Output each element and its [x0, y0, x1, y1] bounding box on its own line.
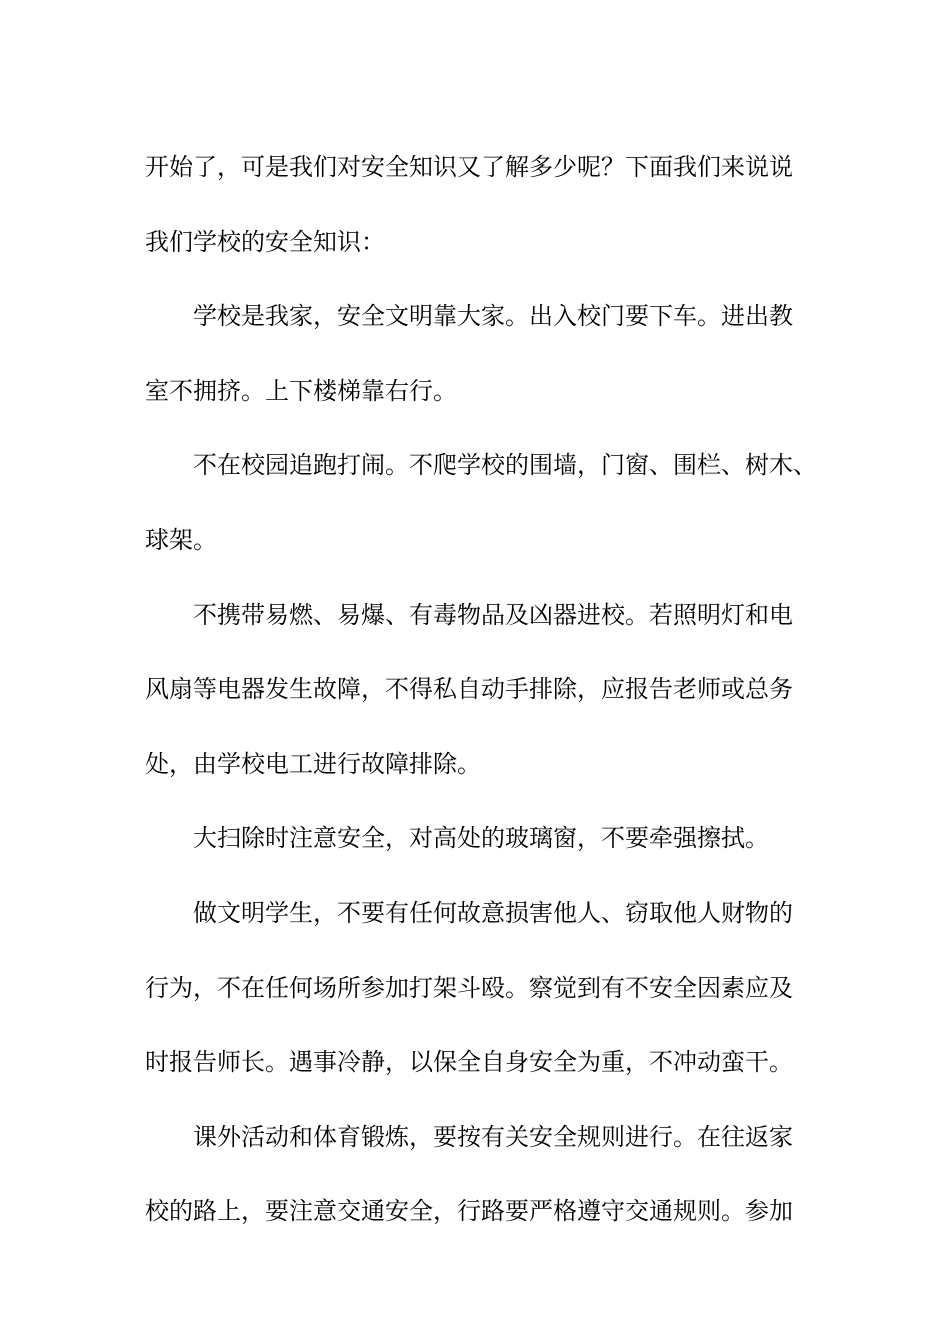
text-line: 行为，不在任何场所参加打架斗殴。察觉到有不安全因素应及 [145, 973, 793, 1002]
text-line: 大扫除时注意安全，对高处的玻璃窗，不要牵强擦拭。 [193, 824, 769, 853]
text-line: 不携带易燃、易爆、有毒物品及凶器进校。若照明灯和电 [193, 600, 793, 629]
text-line: 风扇等电器发生故障，不得私自动手排除，应报告老师或总务 [145, 675, 793, 704]
text-line: 校的路上，要注意交通安全，行路要严格遵守交通规则。参加 [145, 1197, 793, 1226]
text-line: 室不拥挤。上下楼梯靠右行。 [145, 376, 457, 405]
text-line: 不在校园追跑打闹。不爬学校的围墙，门窗、围栏、树木、 [193, 451, 817, 480]
text-line: 处，由学校电工进行故障排除。 [145, 749, 481, 778]
text-line: 球架。 [145, 525, 217, 554]
text-line: 我们学校的安全知识： [145, 227, 385, 256]
text-line: 学校是我家，安全文明靠大家。出入校门要下车。进出教 [193, 302, 793, 331]
text-line: 开始了，可是我们对安全知识又了解多少呢？下面我们来说说 [145, 153, 793, 181]
text-line: 课外活动和体育锻炼，要按有关安全规则进行。在往返家 [193, 1122, 793, 1151]
text-line: 时报告师长。遇事冷静，以保全自身安全为重，不冲动蛮干。 [145, 1048, 793, 1077]
document-body [145, 130, 817, 1249]
text-line: 做文明学生，不要有任何故意损害他人、窃取他人财物的 [193, 898, 793, 927]
